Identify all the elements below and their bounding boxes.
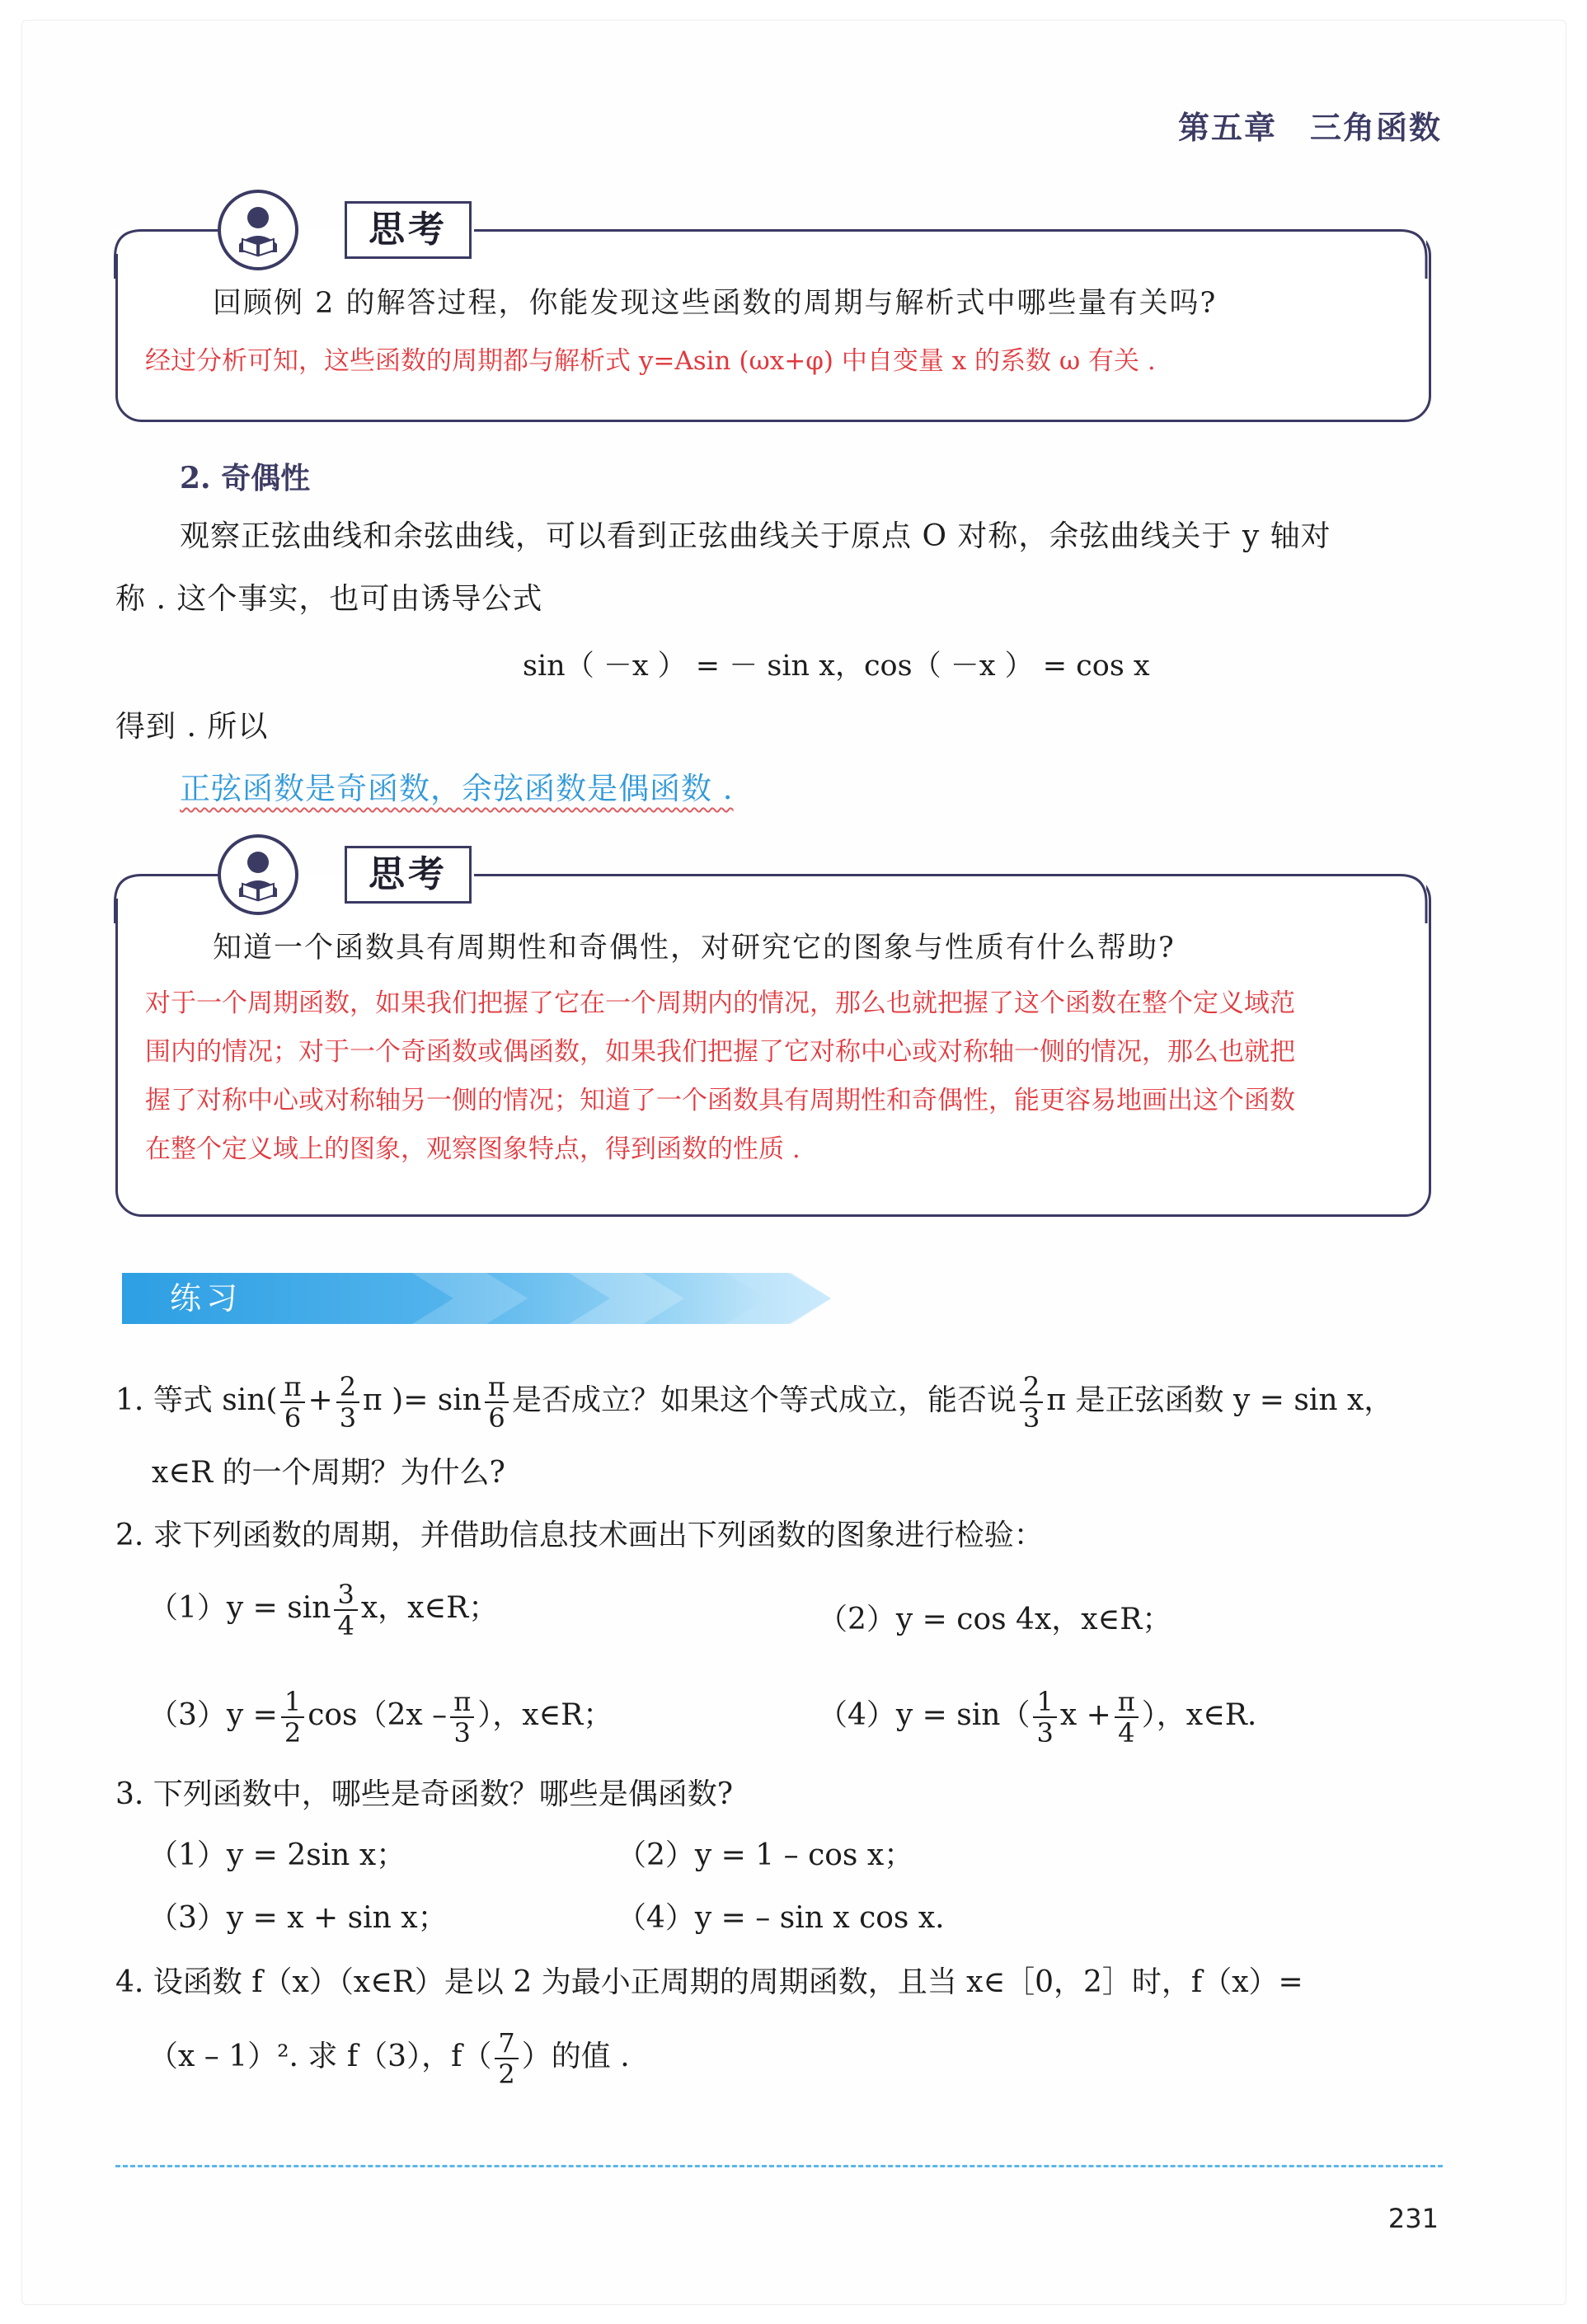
- think-box-1-top-mask: [115, 229, 1426, 254]
- think-answer-1: 经过分析可知，这些函数的周期都与解析式 y=Asin (ωx+φ) 中自变量 x 的系数 ω 有关 .: [145, 346, 1156, 376]
- parity-para-2: 得到 . 所以: [115, 710, 269, 744]
- denominator: 2: [284, 1717, 302, 1749]
- denominator: 6: [488, 1402, 505, 1434]
- exercise-2-part-4: [818, 1687, 1256, 1748]
- numerator: π: [1115, 1687, 1139, 1718]
- chapter-number: 第五章: [1177, 110, 1277, 146]
- numerator: 2: [336, 1372, 359, 1403]
- part-text: ），x∈R；: [477, 1698, 613, 1732]
- think-question-2: 知道一个函数具有周期性和奇偶性，对研究它的图象与性质有什么帮助?: [213, 932, 1176, 965]
- fraction: [336, 1372, 359, 1433]
- page-number: 231: [1387, 2203, 1439, 2234]
- exercise-2: 2. 求下列函数的周期，并借助信息技术画出下列函数的图象进行检验：: [115, 1519, 1044, 1552]
- exercise-1-text-a: 等式 sin(: [153, 1383, 278, 1417]
- denominator: 2: [498, 2059, 515, 2090]
- denominator: 4: [337, 1610, 354, 1641]
- numerator: 1: [281, 1687, 304, 1718]
- fraction: [281, 1687, 304, 1748]
- think-box-2-corner: [1369, 874, 1428, 923]
- exercise-4-line1: 4. 设函数 f（x）（x∈R）是以 2 为最小正周期的周期函数，且当 x∈［0，2］时，f（x）=: [115, 1965, 1303, 1999]
- fraction: [495, 2028, 518, 2089]
- exercise-1-text-d: π 是正弦函数 y = sin x，: [1046, 1383, 1394, 1417]
- think-question-1: 回顾例 2 的解答过程，你能发现这些函数的周期与解析式中哪些量有关吗?: [213, 287, 1218, 320]
- think-answer-2-line2: 围内的情况；对于一个奇函数或偶函数，如果我们把握了它对称中心或对称轴一侧的情况，那么也就把: [145, 1037, 1295, 1067]
- denominator: 6: [284, 1402, 302, 1434]
- plus-sign: +: [308, 1383, 333, 1417]
- think-box-1-line-right: [474, 229, 1399, 232]
- parity-para-line1: 观察正弦曲线和余弦曲线，可以看到正弦曲线关于原点 O 对称，余弦曲线关于 y 轴对: [180, 519, 1331, 553]
- part-text: x +: [1059, 1698, 1111, 1732]
- banner-arrows-icon: [363, 1273, 857, 1324]
- chapter-header: [1178, 102, 1442, 148]
- induction-formula: sin（ －x ） = － sin x，cos（ －x ） = cos x: [523, 650, 1150, 683]
- part-text: （x – 1）². 求 f（3），f（: [148, 2040, 492, 2073]
- fraction: [280, 1372, 304, 1433]
- part-text: x，x∈R；: [360, 1591, 499, 1625]
- reader-avatar-icon: [218, 834, 298, 915]
- numerator: 2: [1020, 1372, 1043, 1403]
- parity-conclusion: [180, 763, 734, 808]
- part-text: ），x∈R.: [1141, 1698, 1257, 1732]
- section-title-parity: 2. 奇偶性: [180, 461, 311, 495]
- exercise-1-number: 1.: [115, 1383, 144, 1417]
- numerator: 1: [1033, 1687, 1056, 1718]
- think-title-1: 思考: [345, 201, 472, 259]
- numerator: π: [485, 1372, 509, 1403]
- exercise-3-part-4: （4）y = – sin x cos x.: [617, 1901, 945, 1935]
- part-text: ）的值 .: [521, 2040, 630, 2073]
- think-answer-2-line3: 握了对称中心或对称轴另一侧的情况；知道了一个函数具有周期性和奇偶性，能更容易地画出这个函数: [145, 1086, 1295, 1115]
- think-answer-2-line4: 在整个定义域上的图象，观察图象特点，得到函数的性质 .: [145, 1134, 801, 1164]
- footer-dashed-divider: [115, 2165, 1443, 2167]
- exercise-2-part-2: （2）y = cos 4x，x∈R；: [818, 1603, 1172, 1636]
- denominator: 3: [453, 1717, 471, 1749]
- think-title-2: 思考: [345, 846, 472, 904]
- numerator: π: [280, 1372, 304, 1403]
- fraction: [1115, 1687, 1139, 1748]
- fraction: [1020, 1372, 1043, 1433]
- part-text: （3）y =: [148, 1698, 278, 1732]
- think-box-1: [115, 229, 1431, 422]
- exercise-3-part-2: （2）y = 1 – cos x；: [617, 1838, 914, 1872]
- exercise-3-part-1: （1）y = 2sin x；: [148, 1838, 406, 1872]
- exercise-3-part-3: （3）y = x + sin x；: [148, 1901, 448, 1935]
- part-text: （4）y = sin（: [818, 1698, 1031, 1732]
- think-box-2-top-mask: [115, 874, 1426, 899]
- exercise-2-part-1: [148, 1580, 498, 1641]
- exercise-1-text-c: 是否成立？如果这个等式成立，能否说: [512, 1383, 1017, 1417]
- exercise-1-text-b: π )= sin: [363, 1383, 481, 1417]
- exercise-1: [115, 1372, 1393, 1433]
- reader-avatar-icon: [218, 190, 298, 270]
- fraction: [1033, 1687, 1056, 1748]
- numerator: 3: [334, 1580, 357, 1611]
- denominator: 3: [1023, 1402, 1040, 1434]
- parity-conclusion-text: 正弦函数是奇函数，余弦函数是偶函数 .: [180, 771, 734, 806]
- practice-label: 练习: [170, 1280, 243, 1317]
- parity-para-line2: 称 . 这个事实，也可由诱导公式: [115, 582, 543, 616]
- fraction: [450, 1687, 474, 1748]
- fraction: [334, 1580, 357, 1641]
- exercise-1-line2: x∈R 的一个周期？为什么?: [152, 1456, 505, 1490]
- exercise-2-part-3: [148, 1687, 613, 1748]
- fraction: [485, 1372, 509, 1433]
- think-box-2-line-right: [474, 874, 1399, 876]
- chapter-title: 三角函数: [1309, 110, 1442, 146]
- exercise-4-line2: [148, 2028, 630, 2089]
- numerator: 7: [495, 2028, 518, 2059]
- denominator: 4: [1118, 1717, 1135, 1749]
- think-box-1-corner-left: [114, 229, 173, 279]
- part-text: cos（2x –: [308, 1698, 448, 1732]
- numerator: π: [450, 1687, 474, 1718]
- denominator: 3: [1036, 1717, 1054, 1749]
- exercise-3: 3. 下列函数中，哪些是奇函数？哪些是偶函数?: [115, 1777, 734, 1811]
- think-answer-2-line1: 对于一个周期函数，如果我们把握了它在一个周期内的情况，那么也就把握了这个函数在整个定义域范: [145, 988, 1295, 1018]
- part-text: （1）y = sin: [148, 1591, 331, 1625]
- think-box-1-corner: [1369, 229, 1428, 279]
- denominator: 3: [339, 1402, 357, 1434]
- think-box-2-corner-left: [114, 874, 173, 923]
